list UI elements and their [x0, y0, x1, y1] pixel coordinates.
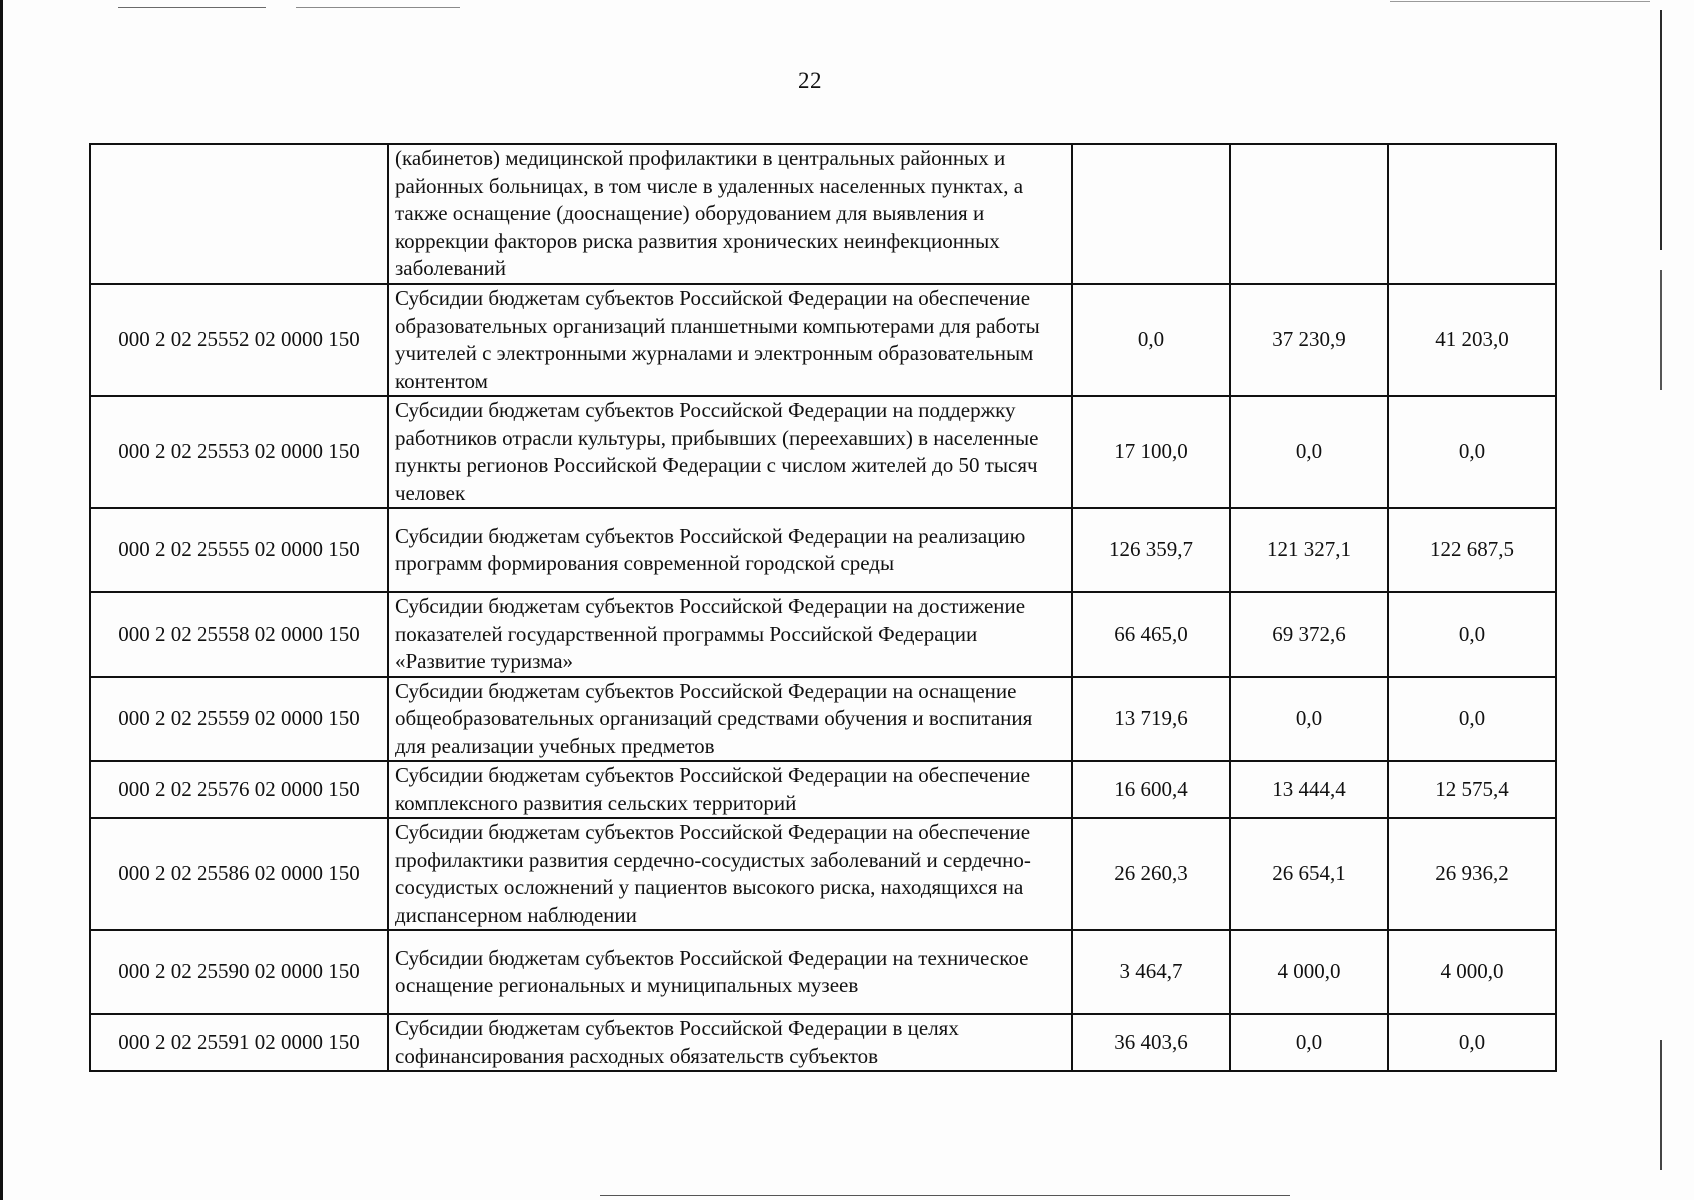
scan-edge: [0, 0, 3, 1200]
budget-code-cell: 000 2 02 25558 02 0000 150: [90, 592, 388, 677]
scan-artifact-line: [296, 7, 460, 8]
scan-edge: [1660, 270, 1662, 390]
page-number: 22: [798, 68, 822, 93]
value-cell-1: [1072, 144, 1230, 284]
value-cell-3: 41 203,0: [1388, 284, 1556, 396]
value-cell-3: 26 936,2: [1388, 818, 1556, 930]
scan-edge: [1660, 10, 1662, 250]
table-row: [90, 144, 1556, 284]
value-cell-1: 26 260,3: [1072, 818, 1230, 930]
value-cell-2: 26 654,1: [1230, 818, 1388, 930]
value-cell-3: 0,0: [1388, 592, 1556, 677]
value-cell-2: [1230, 144, 1388, 284]
value-cell-3: 0,0: [1388, 1014, 1556, 1071]
description-cell: Субсидии бюджетам субъектов Российской Федерации на обеспечение образовательных организаций планшетными компьютерами для работы учителей с электронными журналами и электронным образовательным контентом: [388, 284, 1072, 396]
value-cell-2: 13 444,4: [1230, 761, 1388, 818]
budget-code-cell: 000 2 02 25586 02 0000 150: [90, 818, 388, 930]
table-row: [90, 1014, 1556, 1071]
value-cell-2: 4 000,0: [1230, 930, 1388, 1014]
table-row: [90, 930, 1556, 1014]
value-cell-1: 0,0: [1072, 284, 1230, 396]
value-cell-3: 0,0: [1388, 396, 1556, 508]
value-cell-2: 69 372,6: [1230, 592, 1388, 677]
value-cell-3: 4 000,0: [1388, 930, 1556, 1014]
description-cell: (кабинетов) медицинской профилактики в центральных районных и районных больницах, в том числе в удаленных населенных пунктах, а также оснащение (дооснащение) оборудованием для выявления и коррекции факторов риска развития хронических неинфекционных заболеваний: [388, 144, 1072, 284]
budget-table: [89, 143, 1557, 1072]
value-cell-1: 3 464,7: [1072, 930, 1230, 1014]
description-cell: Субсидии бюджетам субъектов Российской Федерации на достижение показателей государственной программы Российской Федерации «Развитие туризма»: [388, 592, 1072, 677]
value-cell-1: 126 359,7: [1072, 508, 1230, 592]
budget-code-cell: 000 2 02 25552 02 0000 150: [90, 284, 388, 396]
description-cell: Субсидии бюджетам субъектов Российской Федерации на поддержку работников отрасли культуры, прибывших (переехавших) в населенные пункты регионов Российской Федерации с числом жителей до 50 тысяч человек: [388, 396, 1072, 508]
budget-code-cell: 000 2 02 25590 02 0000 150: [90, 930, 388, 1014]
scan-artifact-line: [118, 7, 266, 8]
table-row: [90, 396, 1556, 508]
value-cell-3: 122 687,5: [1388, 508, 1556, 592]
budget-code-cell: 000 2 02 25553 02 0000 150: [90, 396, 388, 508]
value-cell-1: 16 600,4: [1072, 761, 1230, 818]
table-row: [90, 677, 1556, 762]
value-cell-1: 13 719,6: [1072, 677, 1230, 762]
value-cell-1: 36 403,6: [1072, 1014, 1230, 1071]
value-cell-3: 0,0: [1388, 677, 1556, 762]
scan-artifact-line: [1390, 1, 1650, 2]
description-cell: Субсидии бюджетам субъектов Российской Федерации на техническое оснащение региональных и муниципальных музеев: [388, 930, 1072, 1014]
budget-code-cell: 000 2 02 25555 02 0000 150: [90, 508, 388, 592]
description-cell: Субсидии бюджетам субъектов Российской Федерации на обеспечение комплексного развития сельских территорий: [388, 761, 1072, 818]
description-cell: Субсидии бюджетам субъектов Российской Федерации в целях софинансирования расходных обязательств субъектов: [388, 1014, 1072, 1071]
budget-code-cell: 000 2 02 25576 02 0000 150: [90, 761, 388, 818]
budget-code-cell: [90, 144, 388, 284]
description-cell: Субсидии бюджетам субъектов Российской Федерации на обеспечение профилактики развития сердечно-сосудистых заболеваний и сердечно-сосудистых осложнений у пациентов высокого риска, находящихся на диспансерном наблюдении: [388, 818, 1072, 930]
value-cell-1: 17 100,0: [1072, 396, 1230, 508]
budget-code-cell: 000 2 02 25559 02 0000 150: [90, 677, 388, 762]
value-cell-1: 66 465,0: [1072, 592, 1230, 677]
table-row: [90, 761, 1556, 818]
value-cell-3: [1388, 144, 1556, 284]
description-cell: Субсидии бюджетам субъектов Российской Федерации на оснащение общеобразовательных организаций средствами обучения и воспитания для реализации учебных предметов: [388, 677, 1072, 762]
value-cell-2: 0,0: [1230, 1014, 1388, 1071]
value-cell-2: 37 230,9: [1230, 284, 1388, 396]
scan-edge: [1660, 1040, 1662, 1170]
table-row: [90, 818, 1556, 930]
budget-code-cell: 000 2 02 25591 02 0000 150: [90, 1014, 388, 1071]
table-row: [90, 284, 1556, 396]
value-cell-2: 0,0: [1230, 677, 1388, 762]
table-row: [90, 592, 1556, 677]
value-cell-3: 12 575,4: [1388, 761, 1556, 818]
value-cell-2: 0,0: [1230, 396, 1388, 508]
scan-artifact-line: [600, 1195, 1290, 1196]
value-cell-2: 121 327,1: [1230, 508, 1388, 592]
table-row: [90, 508, 1556, 592]
description-cell: Субсидии бюджетам субъектов Российской Федерации на реализацию программ формирования современной городской среды: [388, 508, 1072, 592]
